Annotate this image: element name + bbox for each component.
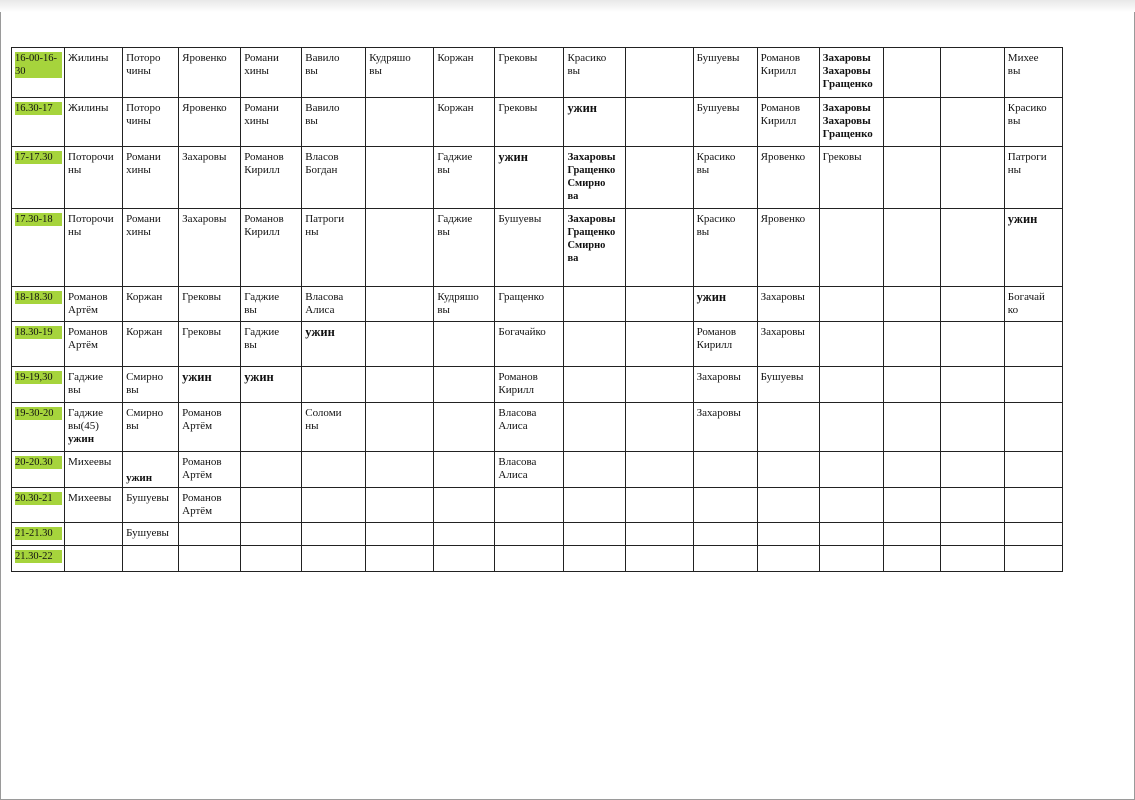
table-cell: Кудряшо вы [434,287,495,322]
table-cell [693,488,757,523]
table-cell: Жилины [65,98,123,147]
table-cell: ужин [564,98,625,147]
table-cell [819,546,883,572]
table-cell [693,452,757,488]
table-cell: Гаджие вы(45) ужин [65,403,123,452]
table-cell: ужин [123,452,179,488]
table-cell: Захаровы [693,367,757,403]
table-cell: Поторо чины [123,98,179,147]
table-cell [564,403,625,452]
table-cell [883,523,940,546]
table-cell [366,523,434,546]
table-cell: Красико вы [1004,98,1062,147]
table-cell: Романов Кирилл [241,147,302,209]
table-cell [366,147,434,209]
table-cell: Красико вы [693,147,757,209]
table-cell [940,488,1004,523]
table-cell: Власова Алиса [495,452,564,488]
table-cell [241,546,302,572]
time-slot-cell [12,147,65,209]
table-cell: Грековы [495,48,564,98]
time-slot-cell [12,452,65,488]
table-cell [366,98,434,147]
table-cell [123,546,179,572]
table-cell [940,98,1004,147]
table-cell [434,523,495,546]
table-cell [757,403,819,452]
table-cell [1004,488,1062,523]
table-cell [819,488,883,523]
table-cell [883,147,940,209]
table-cell: Бушуевы [123,488,179,523]
table-cell [302,367,366,403]
table-cell: Романи хины [241,98,302,147]
table-cell [883,98,940,147]
table-cell: Бушуевы [693,48,757,98]
table-row [12,98,1063,147]
table-cell [366,546,434,572]
table-cell [625,546,693,572]
table-cell [819,209,883,287]
time-slot-label: 20.30-21 [15,492,62,505]
table-cell: Бушуевы [123,523,179,546]
table-cell [883,367,940,403]
table-cell [625,209,693,287]
table-cell: Романов Кирилл [757,48,819,98]
table-cell: Яровенко [179,48,241,98]
table-cell [757,488,819,523]
table-cell [366,488,434,523]
time-slot-cell [12,488,65,523]
table-cell: ужин [495,147,564,209]
table-cell [940,209,1004,287]
table-cell [940,287,1004,322]
table-cell [434,546,495,572]
table-cell [757,523,819,546]
table-cell [65,546,123,572]
table-cell: Коржан [123,322,179,367]
table-cell [241,523,302,546]
table-cell [366,322,434,367]
table-row [12,488,1063,523]
table-cell [564,367,625,403]
table-cell: Романи хины [123,147,179,209]
table-cell [1004,523,1062,546]
table-cell [366,403,434,452]
table-cell: Романов Артём [65,287,123,322]
time-slot-cell [12,403,65,452]
table-cell: Коржан [123,287,179,322]
table-cell [819,322,883,367]
table-cell [1004,452,1062,488]
table-cell [625,488,693,523]
table-cell: Коржан [434,98,495,147]
table-cell: Поторочи ны [65,147,123,209]
table-cell [366,367,434,403]
table-cell: Романи хины [123,209,179,287]
table-cell [940,322,1004,367]
table-row [12,403,1063,452]
table-cell [883,48,940,98]
table-cell [65,523,123,546]
table-cell: Захаровы Гращенко Смирно ва [564,147,625,209]
table-cell: Захаровы [179,147,241,209]
schedule-table [11,47,1063,572]
table-cell [940,403,1004,452]
table-cell: Власов Богдан [302,147,366,209]
table-cell [564,287,625,322]
table-cell: Патроги ны [302,209,366,287]
table-cell [1004,546,1062,572]
table-cell [625,367,693,403]
table-cell: Гаджие вы [241,322,302,367]
table-cell: Романов Кирилл [241,209,302,287]
table-cell [495,523,564,546]
table-cell: Гаджие вы [241,287,302,322]
table-cell: Кудряшо вы [366,48,434,98]
time-slot-label: 19-30-20 [15,407,62,420]
table-cell: Грековы [179,287,241,322]
table-cell [625,147,693,209]
table-cell [693,546,757,572]
table-cell: Бушуевы [495,209,564,287]
table-cell: Михеевы [65,452,123,488]
table-cell: Романи хины [241,48,302,98]
table-cell: Романов Кирилл [757,98,819,147]
time-slot-cell [12,209,65,287]
table-cell [757,452,819,488]
table-cell [940,147,1004,209]
table-row [12,147,1063,209]
table-cell [302,546,366,572]
table-cell [883,546,940,572]
table-cell: ужин [302,322,366,367]
table-cell: Романов Кирилл [495,367,564,403]
table-cell: Захаровы Гращенко Смирно ва [564,209,625,287]
table-cell: Яровенко [757,147,819,209]
table-cell [819,523,883,546]
table-cell: ужин [693,287,757,322]
table-cell: Богачайко [495,322,564,367]
time-slot-label: 21-21.30 [15,527,62,540]
time-slot-cell [12,523,65,546]
page-top-shadow [0,0,1135,12]
table-row [12,546,1063,572]
table-cell [366,452,434,488]
table-cell [819,367,883,403]
time-slot-cell [12,98,65,147]
table-cell [625,523,693,546]
table-cell: Смирно вы [123,367,179,403]
table-cell: Грековы [179,322,241,367]
table-cell [302,488,366,523]
table-cell [564,546,625,572]
table-cell [1004,367,1062,403]
table-cell [883,287,940,322]
table-cell [940,48,1004,98]
table-cell: ужин [1004,209,1062,287]
table-cell: Власова Алиса [302,287,366,322]
table-cell: Соломи ны [302,403,366,452]
table-cell: Романов Артём [179,452,241,488]
table-cell: Захаровы [757,322,819,367]
time-slot-cell [12,367,65,403]
table-cell [940,523,1004,546]
table-cell: Яровенко [757,209,819,287]
table-cell [241,452,302,488]
table-cell [495,488,564,523]
table-cell: Богачай ко [1004,287,1062,322]
table-row [12,287,1063,322]
table-cell [940,367,1004,403]
time-slot-label: 19-19,30 [15,371,62,384]
table-cell: Михее вы [1004,48,1062,98]
table-cell [179,546,241,572]
table-cell [625,287,693,322]
table-cell [883,403,940,452]
table-cell: Грековы [495,98,564,147]
table-cell: ужин [179,367,241,403]
table-cell: Гращенко [495,287,564,322]
table-cell: Патроги ны [1004,147,1062,209]
table-cell: Поторочи ны [65,209,123,287]
table-cell [819,452,883,488]
table-row [12,367,1063,403]
table-cell [940,452,1004,488]
time-slot-cell [12,322,65,367]
table-cell: Романов Артём [65,322,123,367]
table-cell [564,452,625,488]
table-cell [1004,322,1062,367]
table-cell [625,98,693,147]
time-slot-label: 18-18.30 [15,291,62,304]
time-slot-label: 17.30-18 [15,213,62,226]
table-cell [625,452,693,488]
table-cell [564,488,625,523]
table-cell [940,546,1004,572]
table-cell: Бушуевы [693,98,757,147]
table-cell [495,546,564,572]
table-cell: Захаровы [757,287,819,322]
table-cell: Вавило вы [302,98,366,147]
table-cell [819,287,883,322]
table-cell: Яровенко [179,98,241,147]
table-cell [625,403,693,452]
table-cell: Гаджие вы [65,367,123,403]
table-row [12,523,1063,546]
table-cell [819,403,883,452]
table-cell: Власова Алиса [495,403,564,452]
table-cell: Коржан [434,48,495,98]
table-cell [625,322,693,367]
table-cell [241,403,302,452]
table-cell: Захаровы Захаровы Гращенко [819,48,883,98]
table-cell [883,209,940,287]
table-cell [693,523,757,546]
table-cell: ужин [241,367,302,403]
table-cell [434,403,495,452]
time-slot-cell [12,48,65,98]
table-cell [1004,403,1062,452]
table-cell: Красико вы [693,209,757,287]
table-row [12,209,1063,287]
table-row [12,452,1063,488]
table-cell [883,452,940,488]
table-cell: Гаджие вы [434,147,495,209]
time-slot-label: 21.30-22 [15,550,62,563]
table-cell [434,322,495,367]
table-cell: Захаровы Захаровы Гращенко [819,98,883,147]
table-row [12,48,1063,98]
table-cell: Михеевы [65,488,123,523]
table-cell [625,48,693,98]
table-cell: Красико вы [564,48,625,98]
table-cell [564,523,625,546]
time-slot-label: 20-20.30 [15,456,62,469]
table-row [12,322,1063,367]
table-cell: Смирно вы [123,403,179,452]
table-cell [434,452,495,488]
table-cell [757,546,819,572]
time-slot-cell [12,287,65,322]
table-cell: Романов Кирилл [693,322,757,367]
table-cell: Вавило вы [302,48,366,98]
table-cell: Захаровы [179,209,241,287]
time-slot-label: 16-00-16- 30 [15,52,62,78]
table-cell [302,452,366,488]
table-cell [434,367,495,403]
table-cell: Грековы [819,147,883,209]
table-cell: Захаровы [693,403,757,452]
table-cell: Бушуевы [757,367,819,403]
table-cell: Поторо чины [123,48,179,98]
table-cell [883,322,940,367]
table-cell: Романов Артём [179,488,241,523]
time-slot-label: 17-17.30 [15,151,62,164]
table-cell [883,488,940,523]
time-slot-label: 18.30-19 [15,326,62,339]
table-cell [564,322,625,367]
time-slot-cell [12,546,65,572]
table-cell: Гаджие вы [434,209,495,287]
table-cell: Романов Артём [179,403,241,452]
table-cell [434,488,495,523]
table-cell [241,488,302,523]
table-cell [302,523,366,546]
table-cell [366,287,434,322]
table-cell [179,523,241,546]
table-cell [366,209,434,287]
table-cell: Жилины [65,48,123,98]
time-slot-label: 16.30-17 [15,102,62,115]
